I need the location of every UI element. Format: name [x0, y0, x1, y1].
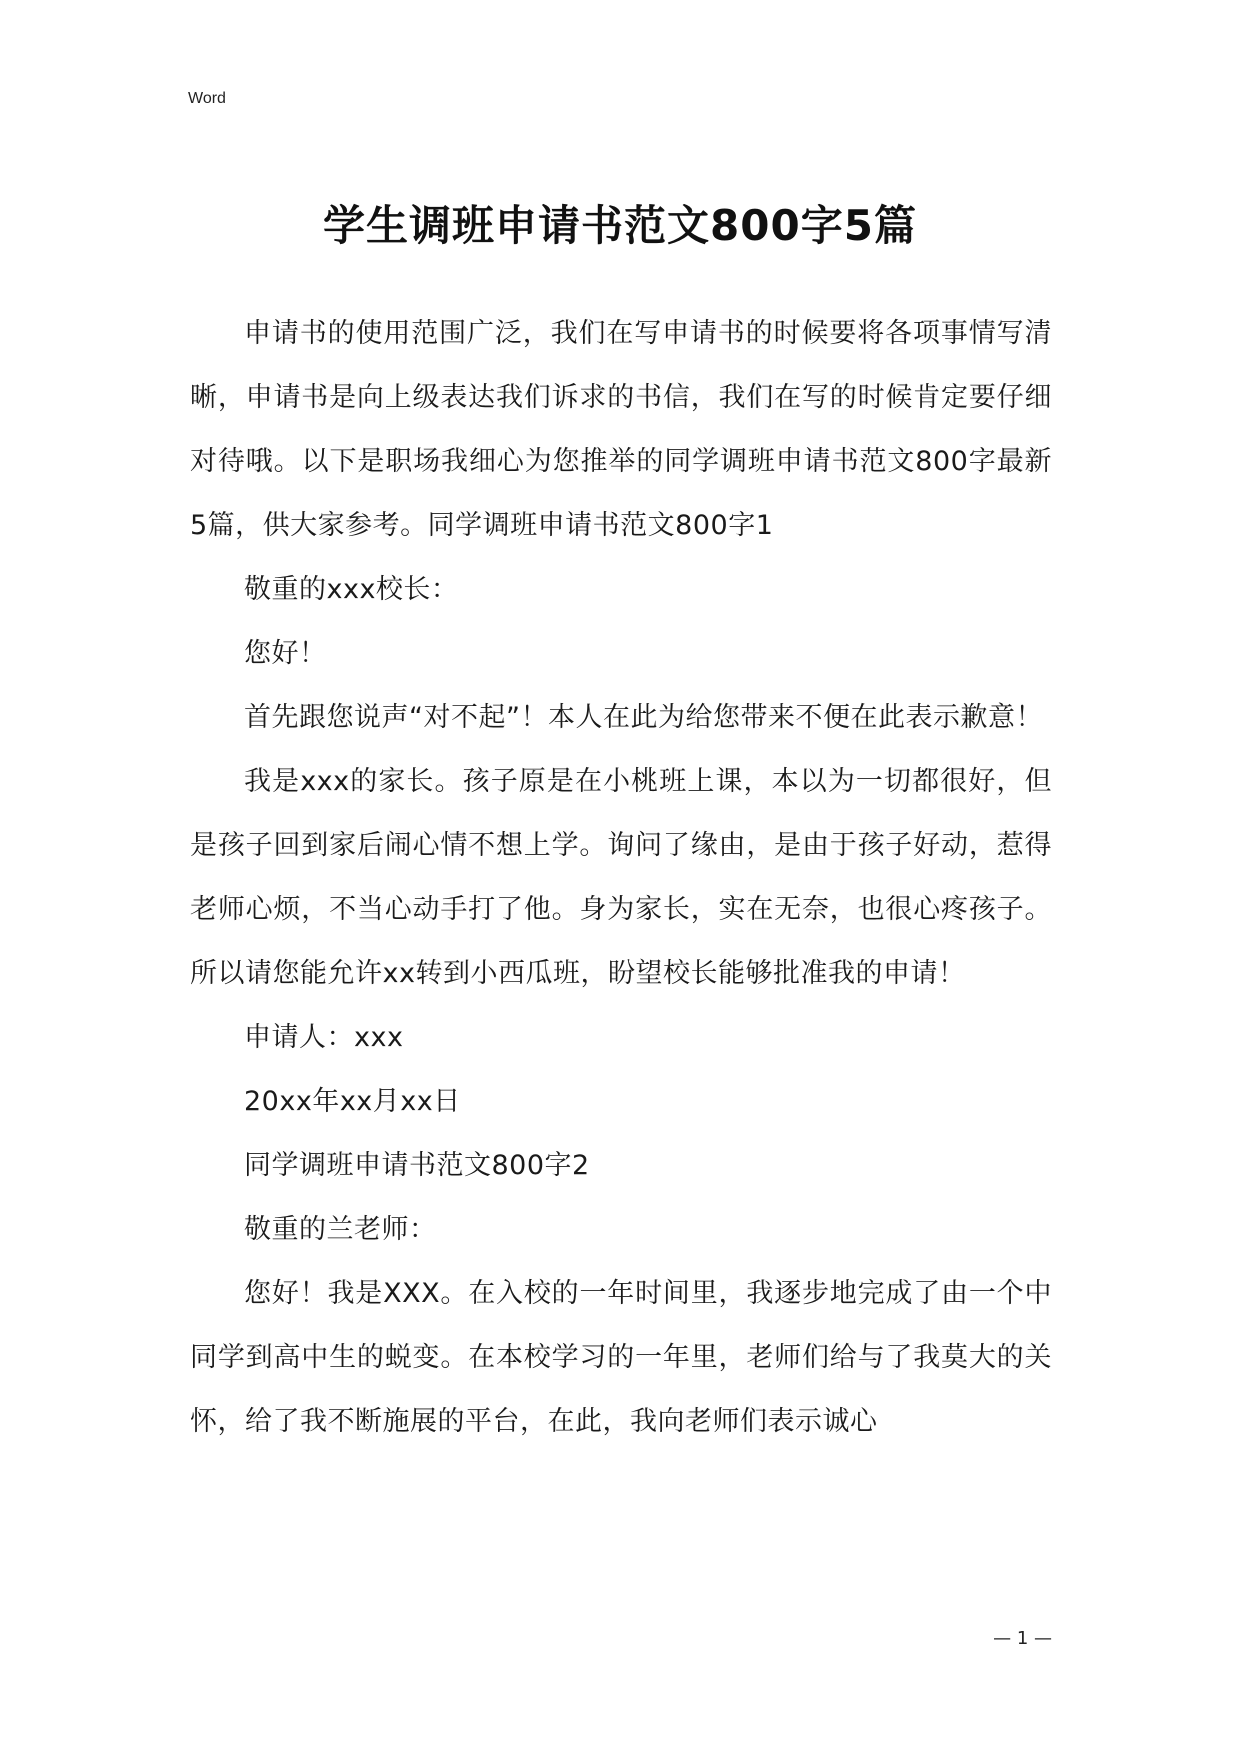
paragraph-apology: 首先跟您说声“对不起”！本人在此为给您带来不便在此表示歉意！ — [244, 702, 1043, 733]
document-title: 学生调班申请书范文800字5篇 — [323, 201, 917, 250]
paragraph-salutation-2: 敬重的兰老师： — [244, 1214, 437, 1245]
document-body — [190, 302, 1052, 1454]
paragraph-request-1: 我是xxx的家长。孩子原是在小桃班上课，本以为一切都很好，但是孩子回到家后闹心情不想上学。询问了缘由，是由于孩子好动，惹得老师心烦，不当心动手打了他。身为家长，实在无奈，也很心疼孩子。所以请您能允许xx转到小西瓜班，盼望校长能够批准我的申请！ — [190, 766, 1052, 989]
header-label: Word — [188, 90, 226, 107]
paragraph-intro: 申请书的使用范围广泛，我们在写申请书的时候要将各项事情写清晰，申请书是向上级表达我们诉求的书信，我们在写的时候肯定要仔细对待哦。以下是职场我细心为您推举的同学调班申请书范文800字最新5篇，供大家参考。同学调班申请书范文800字1 — [190, 318, 1052, 541]
page-number: — 1 — — [993, 1628, 1052, 1649]
paragraph-greeting-1: 您好！ — [244, 638, 327, 669]
paragraph-letter-2: 您好！我是XXX。在入校的一年时间里，我逐步地完成了由一个中同学到高中生的蜕变。在本校学习的一年里，老师们给与了我莫大的关怀，给了我不断施展的平台，在此，我向老师们表示诚心 — [190, 1278, 1052, 1437]
paragraph-section-heading-2: 同学调班申请书范文800字2 — [244, 1150, 590, 1181]
paragraph-salutation-1: 敬重的xxx校长： — [244, 574, 459, 605]
paragraph-date: 20xx年xx月xx日 — [244, 1086, 461, 1117]
paragraph-applicant: 申请人：xxx — [244, 1022, 404, 1053]
